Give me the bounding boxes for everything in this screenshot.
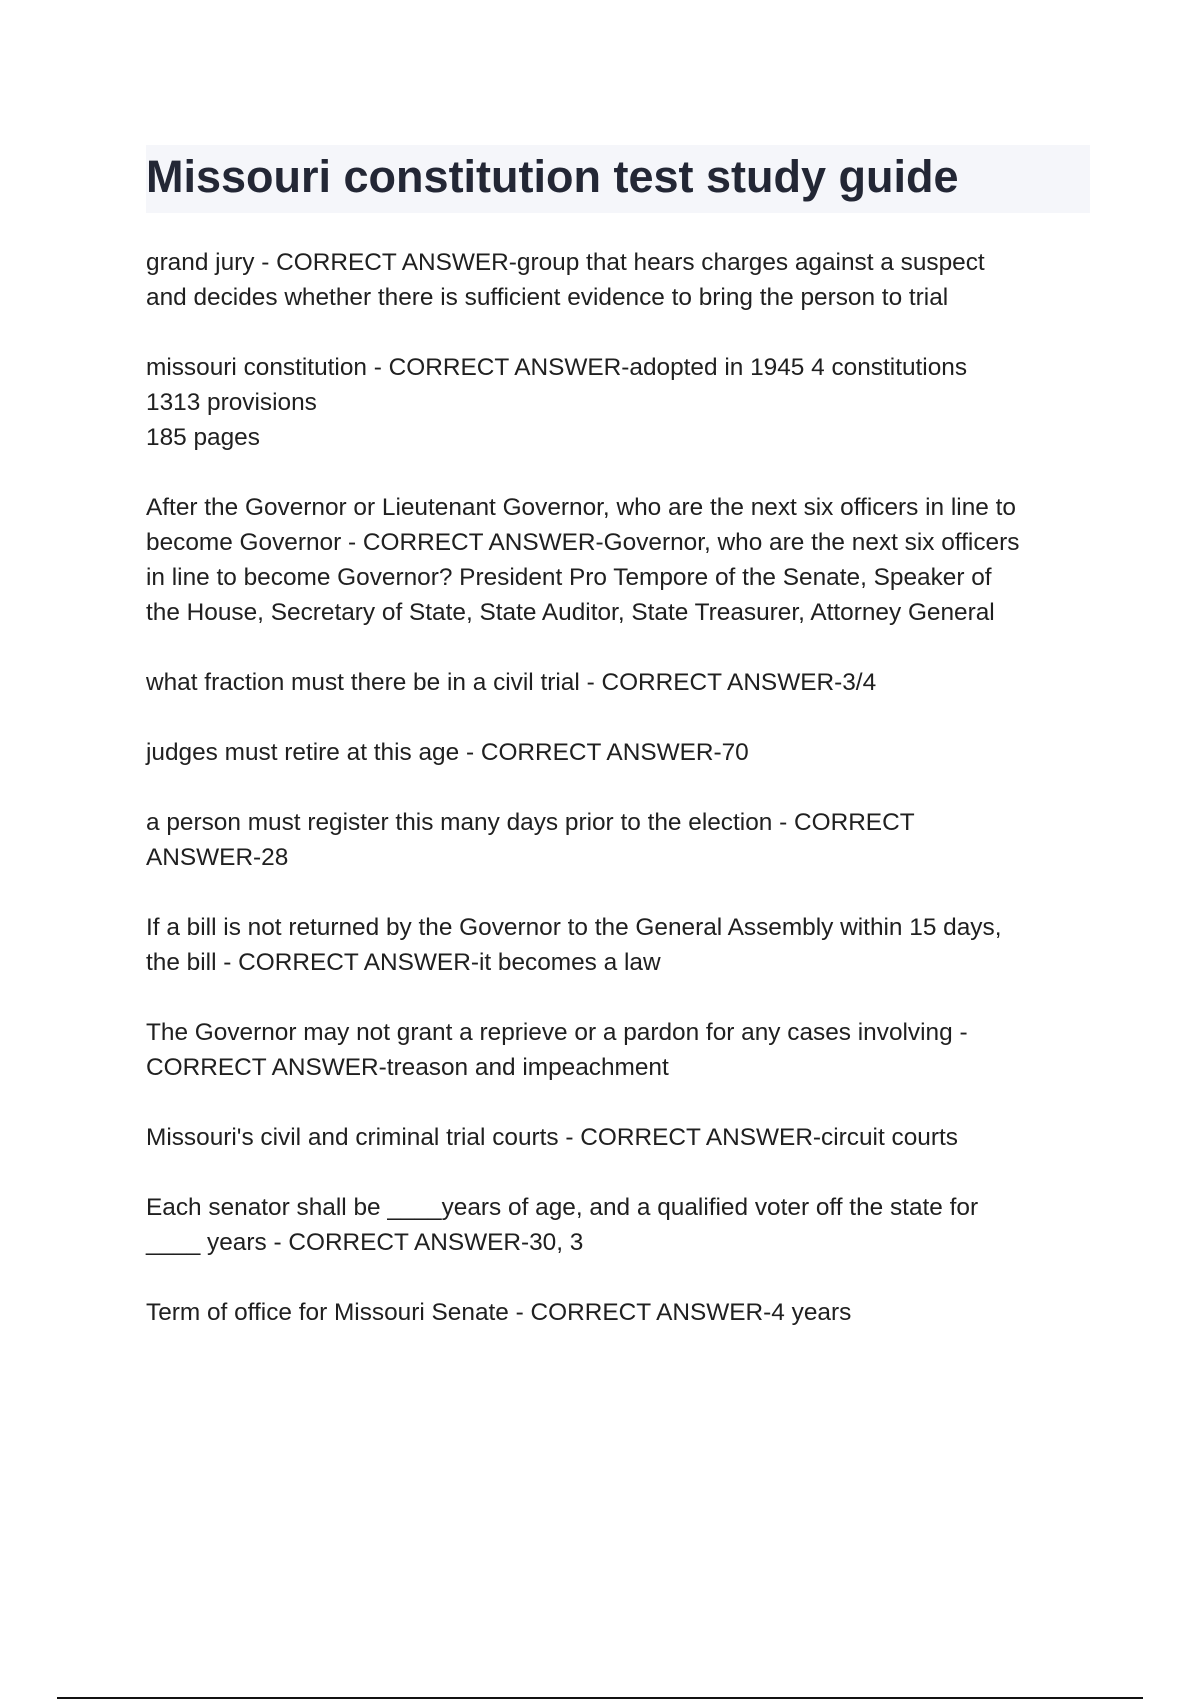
qa-entry: Each senator shall be ____years of age, and a qualified voter off the state for ____ years - CORRECT ANSWER-30, 3 [146,1194,979,1256]
qa-entry: what fraction must there be in a civil trial - CORRECT ANSWER-3/4 [146,669,877,696]
page-title: Missouri constitution test study guide [146,151,959,202]
qa-list [146,245,1096,1365]
qa-entry: After the Governor or Lieutenant Governor, who are the next six officers in line to become Governor - CORRECT ANSWER-Governor, who are the next six officers in line to become Governor? President Pro Tempore of the Senate, Speaker of the House, Secretary of State, State Auditor, State Treasurer, Attorney General [146,494,1020,626]
qa-entry: missouri constitution - CORRECT ANSWER-adopted in 1945 4 constitutions 1313 provisions 185 pages [146,354,968,451]
qa-entry: a person must register this many days prior to the election - CORRECT ANSWER-28 [146,809,915,871]
qa-entry: Missouri's civil and criminal trial courts - CORRECT ANSWER-circuit courts [146,1124,958,1151]
qa-entry: Term of office for Missouri Senate - CORRECT ANSWER-4 years [146,1299,852,1326]
qa-entry: The Governor may not grant a reprieve or a pardon for any cases involving - CORRECT ANSWER-treason and impeachment [146,1019,968,1081]
qa-entry: grand jury - CORRECT ANSWER-group that hears charges against a suspect and decides whether there is sufficient evidence to bring the person to trial [146,249,985,311]
footer-divider [57,1697,1143,1699]
qa-entry: If a bill is not returned by the Governor to the General Assembly within 15 days, the bill - CORRECT ANSWER-it becomes a law [146,914,1002,976]
qa-entry: judges must retire at this age - CORRECT ANSWER-70 [146,739,749,766]
title-band [146,145,1090,213]
